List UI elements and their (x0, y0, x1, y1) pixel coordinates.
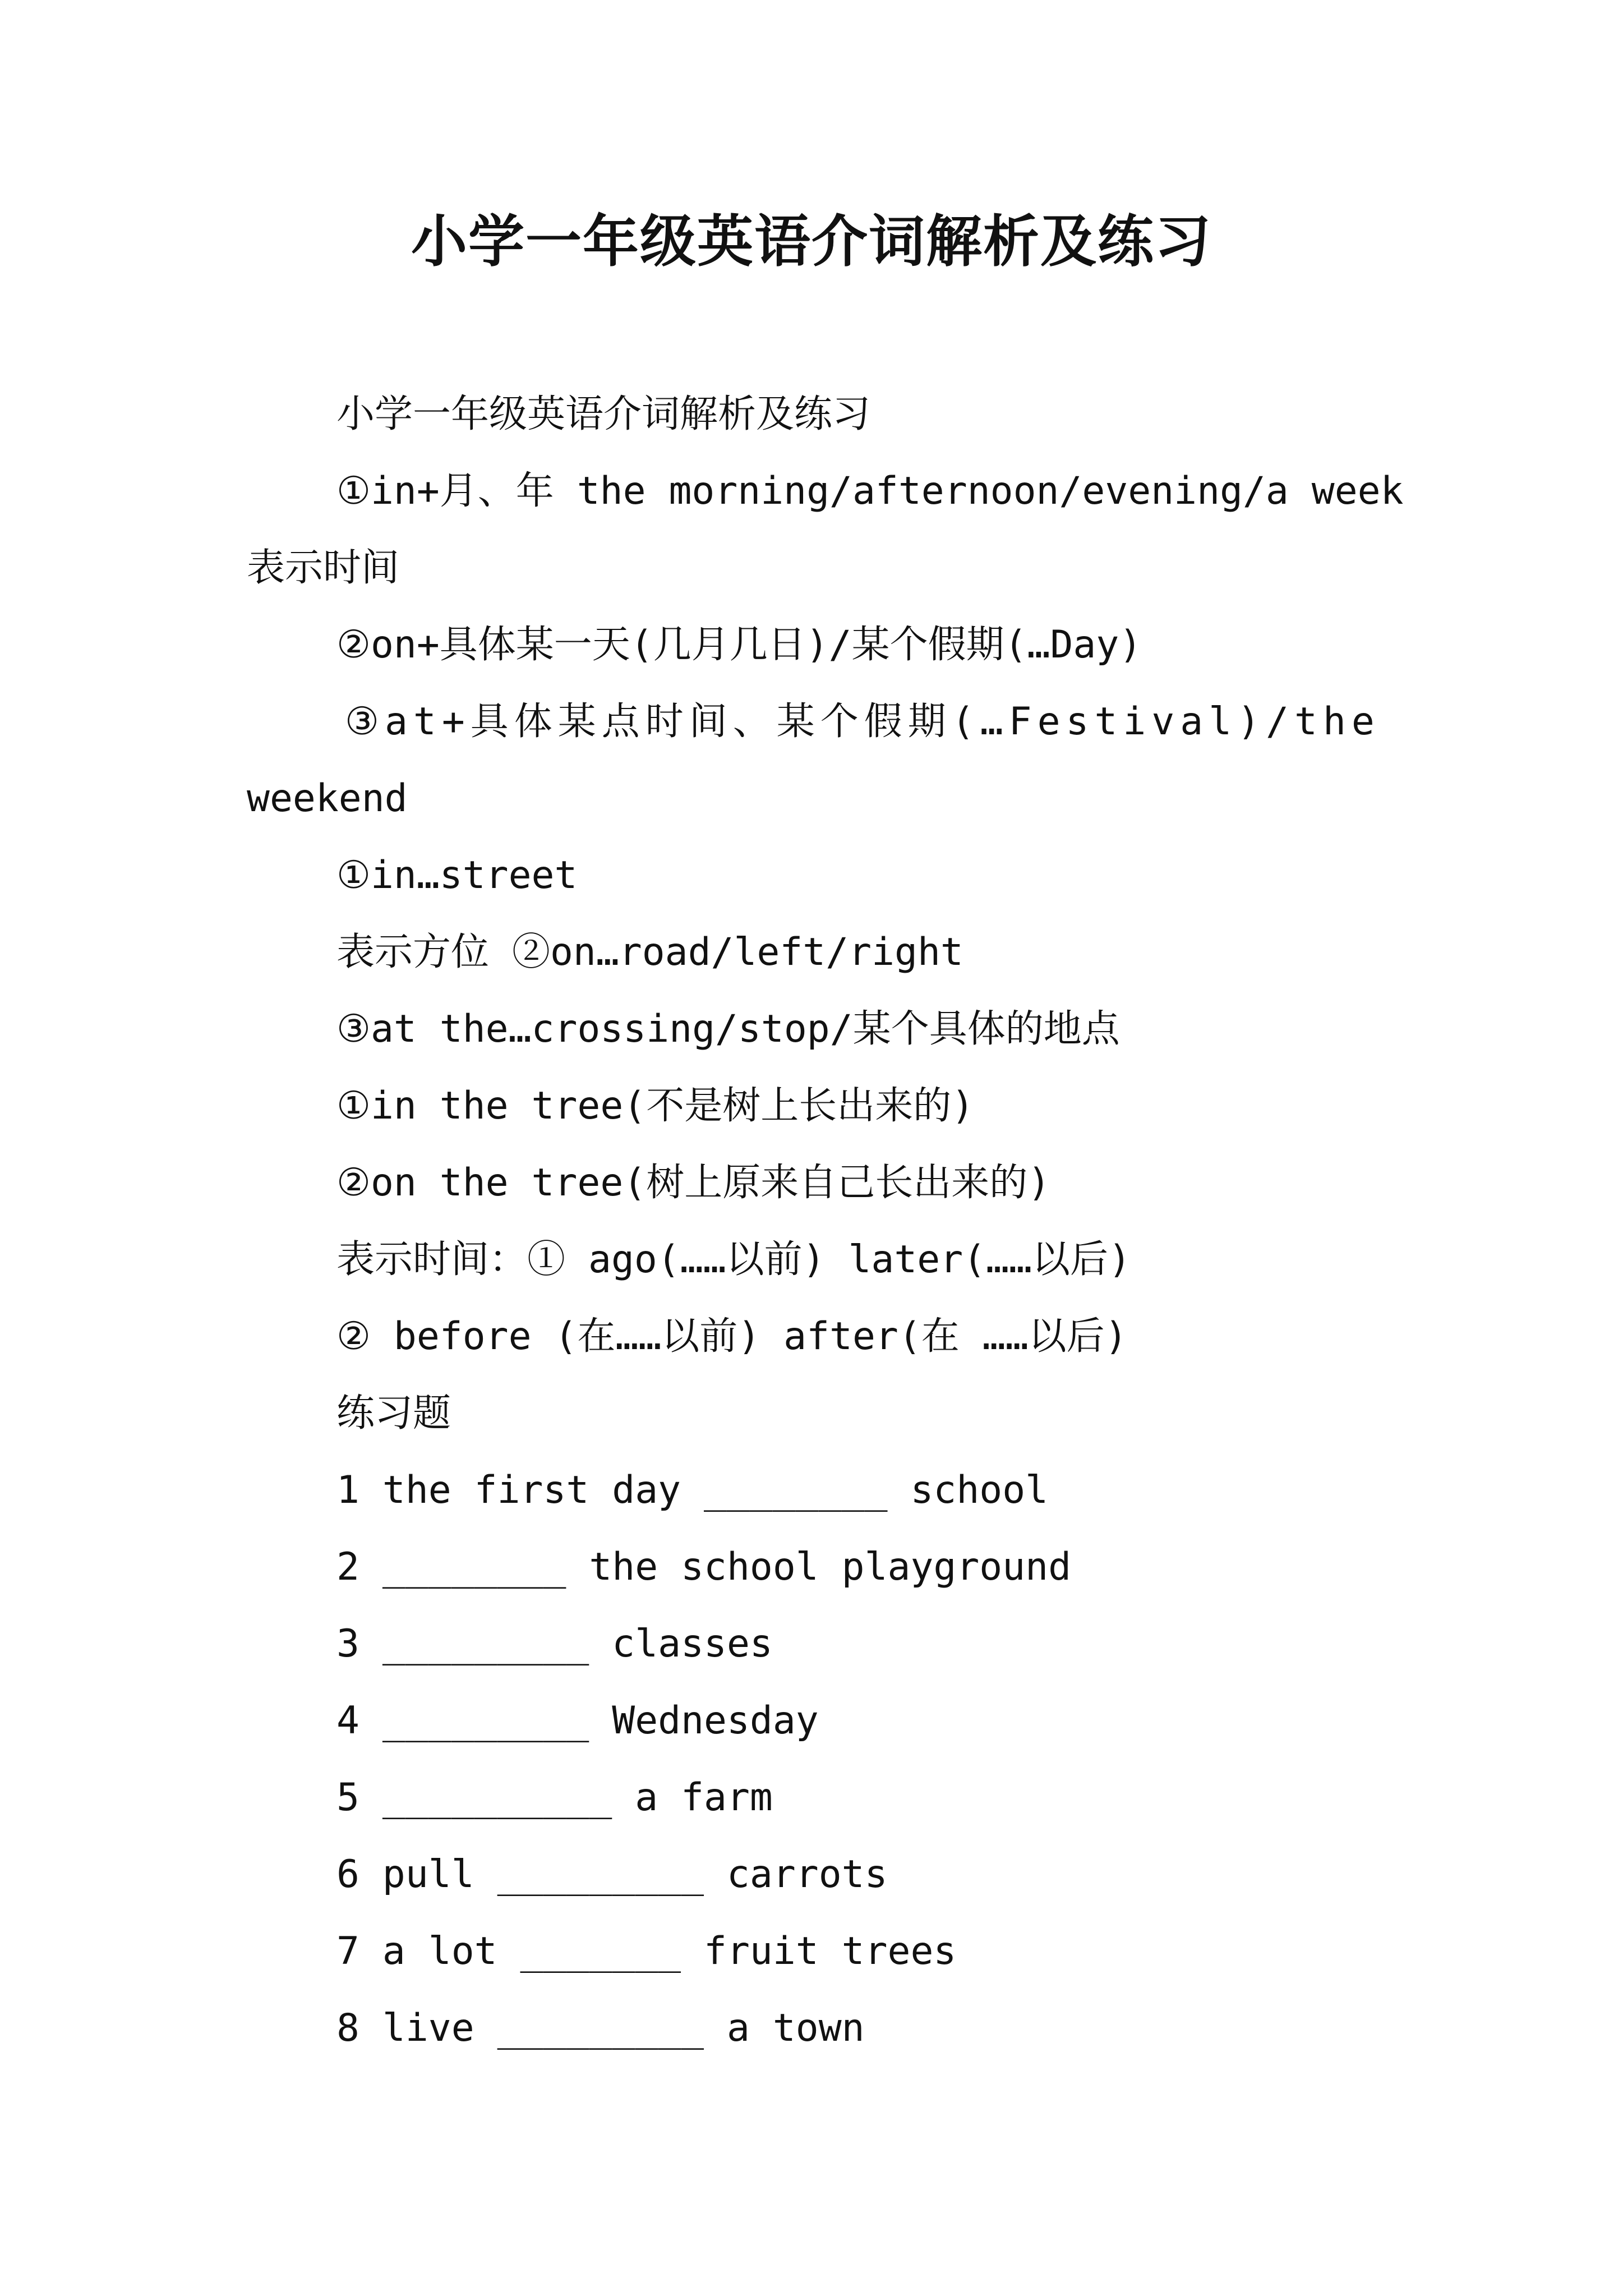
exercise-item-6: 6 pull _________ carrots (336, 1852, 888, 1897)
place-rule-on: 表示方位 ②on…road/left/right (336, 930, 963, 974)
exercise-item-8: 8 live _________ a town (336, 2006, 865, 2050)
tree-rule-on: ②on the tree(树上原来自己长出来的) (336, 1161, 1051, 1205)
exercise-item-5: 5 __________ a farm (336, 1775, 773, 1820)
time-ago-later: 表示时间：① ago(……以前) later(……以后) (336, 1237, 1131, 1282)
exercise-item-1: 1 the first day ________ school (336, 1468, 1049, 1512)
place-rule-at: ③at the…crossing/stop/某个具体的地点 (336, 1007, 1120, 1051)
exercise-item-7: 7 a lot _______ fruit trees (336, 1929, 957, 1973)
time-rule-at-continued: weekend (247, 776, 408, 821)
time-rule-in-continued: 表示时间 (247, 546, 400, 590)
time-before-after: ② before (在……以前) after(在 ……以后) (336, 1314, 1128, 1359)
place-rule-in: ①in…street (336, 853, 578, 898)
exercise-item-4: 4 _________ Wednesday (336, 1699, 819, 1743)
time-rule-at: ③at+具体某点时间、某个假期(…Festival)/the (345, 700, 1380, 744)
exercise-heading: 练习题 (336, 1391, 451, 1435)
exercise-item-2: 2 ________ the school playground (336, 1545, 1072, 1589)
page-title: 小学一年级英语介词解析及练习 (411, 208, 1212, 274)
time-rule-in: ①in+月、年 the morning/afternoon/evening/a week (336, 469, 1404, 513)
tree-rule-in: ①in the tree(不是树上长出来的) (336, 1084, 975, 1128)
time-rule-on: ②on+具体某一天(几月几日)/某个假期(…Day) (336, 623, 1142, 667)
exercise-item-3: 3 _________ classes (336, 1622, 773, 1666)
document-body (247, 376, 1404, 2067)
subtitle-line: 小学一年级英语介词解析及练习 (336, 392, 871, 436)
